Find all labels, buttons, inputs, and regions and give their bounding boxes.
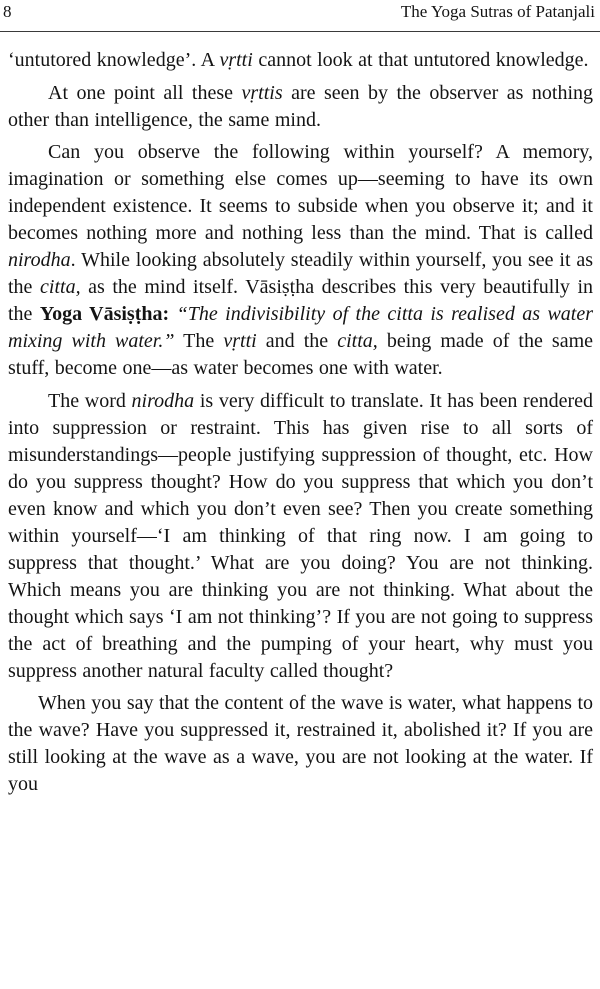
paragraph-2 [8,80,593,134]
term-citta: citta, [40,276,81,298]
text-run: When you say that the content of the wave is water, what happens to the wave? Have you suppressed it, restrained it, abolished it? If you are still looking at the wave as a wave, you are not looking at the water. If you [8,692,593,795]
text-run: The word [48,389,132,412]
text-run: is very difficult to translate. It has been rendered into suppression or restraint. This has given rise to all sorts of misunderstandings—people justifying suppression of thought, etc. How do you suppress thought? How do you suppress that which you don’t even know and which you don’t even see? Then you create something within yourself—‘I am thinking of that ring now. I am going to suppress that thought.’ What are you doing? You are not thinking. Which means you are thinking you are not thinking. What about the thought which says ‘I am not thinking’? If you are not going to suppress the act of breathing and the pumping of your heart, why must you suppress another natural faculty called thought? [8,389,593,682]
paragraph-3 [8,139,593,382]
term-nirodha: nirodha [8,249,71,271]
text-run: . While looking absolutely steadily within yourself, you see it as the [8,249,593,298]
term-vrtti: vṛtti [219,49,253,71]
term-nirodha: nirodha [131,389,195,412]
term-citta: citta, [337,330,378,352]
page-number: 8 [3,2,12,21]
text-run: ‘untutored knowledge’. A [8,49,220,71]
text-run: and the [256,330,338,352]
text-run: being made of the same stuff, become one—as water becomes one with water. [8,330,594,379]
running-header [0,0,600,32]
paragraph-5 [8,690,593,798]
paragraph-4 [8,388,593,685]
book-title-yoga-vasistha: Yoga Vāsiṣṭha: [39,303,170,325]
text-run: At one point all these [48,81,242,104]
text-run: as the mind itself. Vāsiṣṭha describes this very beautifully in the [8,276,594,325]
text-run: cannot look at that untutored knowledge. [252,49,589,71]
term-vrtti: vṛtti [223,330,257,352]
text-run: Can you observe the following within yourself? A memory, imagination or something else comes up—seeming to have its own independent existence. It seems to subside when you observe it; and it becomes nothing more and nothing less than the mind. That is called [8,141,593,244]
text-run [169,303,176,325]
text-run: are seen by the observer as nothing other than intelligence, the same mind. [8,81,593,131]
page-body [8,47,593,804]
running-title: The Yoga Sutras of Patanjali [400,2,595,21]
term-vrttis: vṛttis [241,81,283,104]
quotation: “The indivisibility of the citta is realised as water mixing with water.” [8,303,594,352]
paragraph-1 [8,47,593,74]
text-run: The [174,330,224,352]
